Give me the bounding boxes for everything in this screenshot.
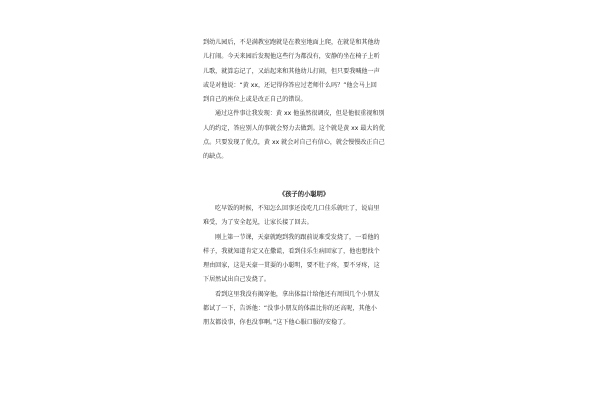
text-line: 难受，为了安全起见，让家长接了回去。 [203,219,313,227]
text-line: 到幼儿园后，不是满教室跑就是在教室地面上爬，在就是和其他幼 [203,39,380,46]
text-line: 理由回家，这是天豪一贯耍的小聪明，要不肚子疼，要不牙疼，这 [203,262,380,270]
text-line: 刚上第一节课，天豪就跑到我的跟前说难受发烧了，一看他的 [215,233,380,241]
section-title: 《孩子的小聪明》 [278,190,330,198]
text-line: 朋友都没事，你也没事啊。”这下他心服口服的安稳了。 [203,319,350,327]
section2-paragraph2 [203,231,403,288]
text-line: 的缺点。 [203,153,228,161]
text-line: 都试了一下，告诉他：“没事小朋友的体温比你的还高呢，其他小 [203,305,377,313]
document-page [203,36,403,331]
text-line: 人的约定，答应别人的事就会努力去做到。这个就是黄 xx 最大的优 [203,124,385,132]
text-line: 样子，我就知道肯定又在撒谎，看到佳乐生病回家了，他也想找个 [203,247,380,255]
text-line: 到自己的座位上或是改正自己的错误。 [203,96,307,104]
text-line: 吃早饭的时候，不知怎么回事还没吃几口佳乐就吐了，说肩里 [215,204,380,212]
text-line: 下居然试出自己发烧了。 [203,276,271,284]
section-spacer [203,165,403,188]
text-line: 儿歌，就算忘记了，又站起来和其他幼儿打闹，但只要我喊他一声 [203,67,380,75]
text-line: 通过这件事让我发现：黄 xx 他虽然很调皮，但是他很重视和别 [215,110,385,118]
text-line: 或是对他说：“黄 xx，还记得你答应过老师什么吗？”他会马上回 [203,81,377,89]
text-line: 点。只要发现了优点，黄 xx 就会对自己有信心，就会慢慢改正自己 [203,139,385,147]
text-line: 看到这里我没有揭穿他，拿出体温计给他还有周围几个小朋友 [215,290,380,298]
section1-paragraph2 [203,107,403,164]
section2-paragraph3 [203,288,403,331]
section1-paragraph1 [203,36,403,107]
section2-paragraph1 [203,202,403,231]
text-line: 儿打闹。今天来园后发现他这些行为都没有，安静的坐在椅子上听 [203,53,380,61]
